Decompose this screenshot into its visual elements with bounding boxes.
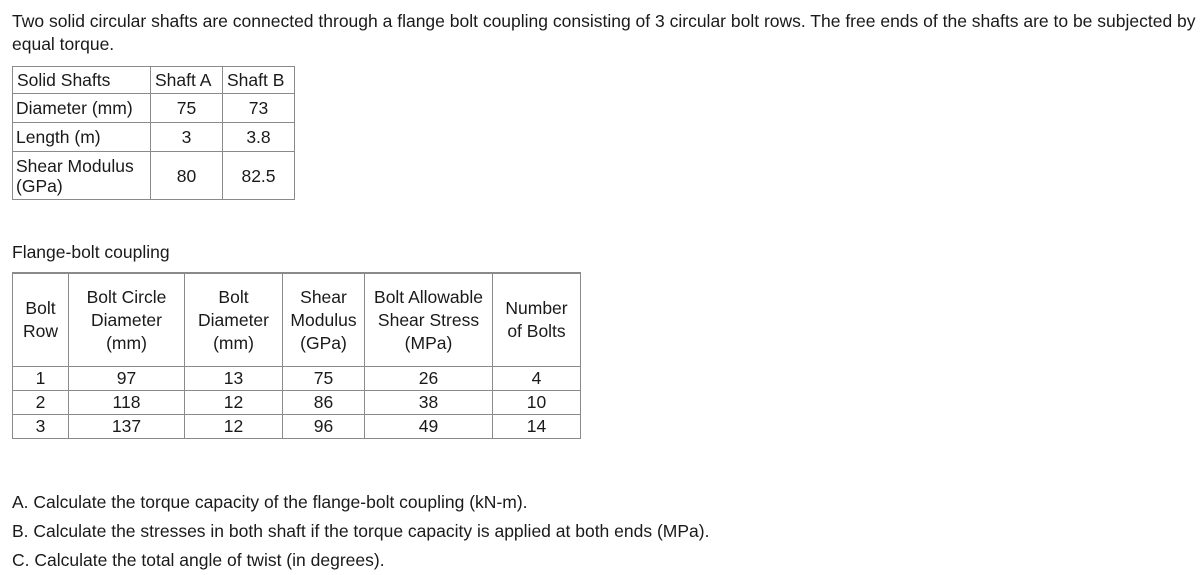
table-cell: 26 bbox=[365, 367, 493, 391]
table-cell: 49 bbox=[365, 415, 493, 439]
table-cell: 38 bbox=[365, 391, 493, 415]
table-row bbox=[13, 367, 581, 391]
question-c: C. Calculate the total angle of twist (in degrees). bbox=[12, 550, 385, 570]
shaft-a-value: 75 bbox=[151, 94, 223, 123]
table-cell: 118 bbox=[69, 391, 185, 415]
column-header: Bolt Allowable Shear Stress (MPa) bbox=[365, 273, 493, 367]
table-cell: 2 bbox=[13, 391, 69, 415]
table-cell: 14 bbox=[493, 415, 581, 439]
column-header: Shaft A bbox=[151, 67, 223, 94]
table-row bbox=[13, 152, 295, 200]
coupling-section-title: Flange-bolt coupling bbox=[12, 242, 170, 262]
row-label: Shear Modulus (GPa) bbox=[13, 152, 151, 200]
row-label: Diameter (mm) bbox=[13, 94, 151, 123]
shaft-b-value: 73 bbox=[223, 94, 295, 123]
table-row bbox=[13, 415, 581, 439]
row-label: Length (m) bbox=[13, 123, 151, 152]
table-cell: 3 bbox=[13, 415, 69, 439]
table-row bbox=[13, 123, 295, 152]
question-a: A. Calculate the torque capacity of the flange-bolt coupling (kN-m). bbox=[12, 492, 528, 512]
table-row bbox=[13, 391, 581, 415]
table-cell: 1 bbox=[13, 367, 69, 391]
table-header-row bbox=[13, 67, 295, 94]
table-cell: 10 bbox=[493, 391, 581, 415]
column-header: Bolt Row bbox=[13, 273, 69, 367]
column-header: Shear Modulus (GPa) bbox=[283, 273, 365, 367]
column-header: Bolt Diameter (mm) bbox=[185, 273, 283, 367]
column-header: Solid Shafts bbox=[13, 67, 151, 94]
flange-bolt-table bbox=[12, 272, 581, 439]
table-cell: 13 bbox=[185, 367, 283, 391]
table-row bbox=[13, 94, 295, 123]
table-cell: 12 bbox=[185, 391, 283, 415]
table-cell: 96 bbox=[283, 415, 365, 439]
column-header: Shaft B bbox=[223, 67, 295, 94]
question-list bbox=[12, 488, 709, 575]
table-header-row bbox=[13, 273, 581, 367]
column-header: Bolt Circle Diameter (mm) bbox=[69, 273, 185, 367]
shaft-b-value: 82.5 bbox=[223, 152, 295, 200]
problem-statement: Two solid circular shafts are connected through a flange bolt coupling consisting of 3 circular bolt rows. The free ends of the shafts are to be subjected by equal torque. bbox=[12, 11, 1196, 54]
table-cell: 4 bbox=[493, 367, 581, 391]
shaft-a-value: 80 bbox=[151, 152, 223, 200]
column-header: Number of Bolts bbox=[493, 273, 581, 367]
solid-shafts-table bbox=[12, 66, 295, 200]
table-cell: 137 bbox=[69, 415, 185, 439]
shaft-a-value: 3 bbox=[151, 123, 223, 152]
question-b: B. Calculate the stresses in both shaft if the torque capacity is applied at both ends (MPa). bbox=[12, 521, 710, 541]
table-cell: 86 bbox=[283, 391, 365, 415]
shaft-b-value: 3.8 bbox=[223, 123, 295, 152]
table-cell: 12 bbox=[185, 415, 283, 439]
table-cell: 75 bbox=[283, 367, 365, 391]
table-cell: 97 bbox=[69, 367, 185, 391]
